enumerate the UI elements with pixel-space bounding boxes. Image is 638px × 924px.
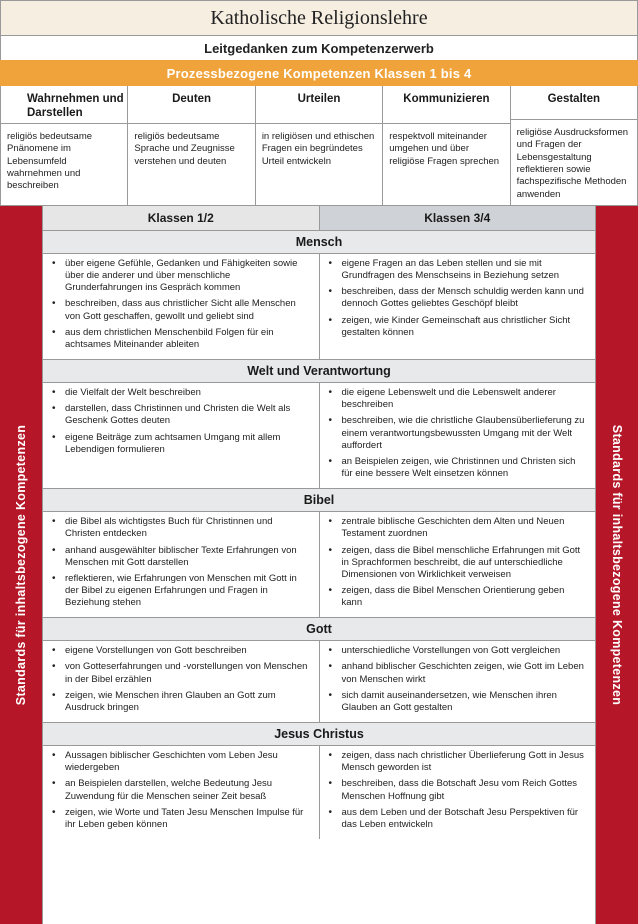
class-header-row xyxy=(43,206,595,230)
standard-item: • zeigen, dass die Bibel Menschen Orientierung geben kann xyxy=(326,585,588,609)
standard-item: • an Beispielen darstellen, welche Bedeutung Jesu Zuwendung für die Menschen seiner Zeit besaß xyxy=(49,778,311,802)
competence-heading: Wahrnehmen und Darstellen xyxy=(1,86,127,124)
column-klassen-1-2 xyxy=(43,746,320,839)
standard-item: • beschreiben, dass aus christlicher Sicht alle Menschen von Gott geschaffen, gewollt und geliebt sind xyxy=(49,298,311,322)
standards-list xyxy=(326,516,588,609)
page-title: Katholische Religionslehre xyxy=(0,0,638,36)
standard-item: • anhand ausgewählter biblischer Texte Erfahrungen von Menschen mit Gott darstellen xyxy=(49,545,311,569)
competence-column xyxy=(128,86,255,205)
standard-item: • darstellen, dass Christinnen und Christen die Welt als Geschenk Gottes deuten xyxy=(49,403,311,427)
column-klassen-3-4 xyxy=(320,512,596,617)
standard-item: • von Gotteserfahrungen und -vorstellungen von Menschen in der Bibel erzählen xyxy=(49,661,311,685)
standard-item: • aus dem Leben und der Botschaft Jesu Perspektiven für das Leben entwickeln xyxy=(326,807,588,831)
column-klassen-3-4 xyxy=(320,254,596,359)
standard-item: • zeigen, wie Kinder Gemeinschaft aus christlicher Sicht gestalten können xyxy=(326,315,588,339)
standard-item: • zeigen, dass die Bibel menschliche Erfahrungen mit Gott in Sprachformen beschreibt, die auf unterschiedliche Dimensionen von Wirklichkeit verweisen xyxy=(326,545,588,581)
competence-heading: Gestalten xyxy=(511,86,637,120)
standards-list xyxy=(326,750,588,831)
content-standards-table xyxy=(42,206,596,924)
standards-list xyxy=(326,645,588,714)
standard-item: • eigene Fragen an das Leben stellen und sie mit Grundfragen des Menschseins in Beziehung setzen xyxy=(326,258,588,282)
side-label: Standards für inhaltsbezogene Kompetenzen xyxy=(610,424,625,706)
section-title: Jesus Christus xyxy=(43,722,595,746)
competence-column xyxy=(383,86,510,205)
competence-heading: Kommunizieren xyxy=(383,86,509,124)
standard-item: • an Beispielen zeigen, wie Christinnen und Christen sich für eine bessere Welt einsetzen können xyxy=(326,456,588,480)
standard-item: • zeigen, wie Menschen ihren Glauben an Gott zum Ausdruck bringen xyxy=(49,690,311,714)
standards-list xyxy=(49,387,311,456)
standards-list xyxy=(326,387,588,480)
standard-item: • zeigen, wie Worte und Taten Jesu Menschen Impulse für ihr Leben geben können xyxy=(49,807,311,831)
process-competences-banner: Prozessbezogene Kompetenzen Klassen 1 bis 4 xyxy=(0,60,638,86)
competence-column xyxy=(256,86,383,205)
column-klassen-1-2 xyxy=(43,641,320,722)
standard-item: • anhand biblischer Geschichten zeigen, wie Gott im Leben von Menschen wirkt xyxy=(326,661,588,685)
competence-description: religiöse Ausdrucksformen und Fragen der Lebensgestaltung reflektieren sowie fachspezifische Methoden anwenden xyxy=(516,126,629,200)
competence-column xyxy=(511,86,638,205)
standards-list xyxy=(49,516,311,609)
standard-item: • eigene Beiträge zum achtsamen Umgang mit allem Lebendigen formulieren xyxy=(49,432,311,456)
sections-container xyxy=(43,230,595,839)
standard-item: • die Vielfalt der Welt beschreiben xyxy=(49,387,311,399)
section-title: Bibel xyxy=(43,488,595,512)
column-klassen-1-2 xyxy=(43,254,320,359)
column-klassen-1-2 xyxy=(43,512,320,617)
section-body xyxy=(43,641,595,722)
column-klassen-3-4 xyxy=(320,641,596,722)
section-body xyxy=(43,254,595,359)
side-band-right xyxy=(596,206,638,924)
side-label: Standards für inhaltsbezogene Kompetenzen xyxy=(14,424,29,706)
side-band-left xyxy=(0,206,42,924)
competence-description: religiös bedeutsame Sprache und Zeugnisse verstehen und deuten xyxy=(134,131,235,167)
standard-item: • Aussagen biblischer Geschichten vom Leben Jesu wiedergeben xyxy=(49,750,311,774)
section-title: Gott xyxy=(43,617,595,641)
standard-item: • eigene Vorstellungen von Gott beschreiben xyxy=(49,645,311,657)
competence-heading: Deuten xyxy=(128,86,254,124)
standard-item: • beschreiben, dass der Mensch schuldig werden kann und dennoch Gottes geliebtes Geschöpf bleibt xyxy=(326,286,588,310)
standard-item: • über eigene Gefühle, Gedanken und Fähigkeiten sowie über die anderer und über menschliche Grunderfahrungen ins Gespräch kommen xyxy=(49,258,311,294)
competence-description: respektvoll miteinander umgehen und über religiöse Fragen sprechen xyxy=(389,131,500,167)
column-klassen-3-4 xyxy=(320,383,596,488)
standard-item: • die eigene Lebenswelt und die Lebenswelt anderer beschreiben xyxy=(326,387,588,411)
column-klassen-3-4 xyxy=(320,746,596,839)
competence-description: religiös bedeutsame Pnänomene im Lebensumfeld wahrnehmen und beschreiben xyxy=(7,131,93,192)
competence-description: in religiösen und ethischen Fragen ein begründetes Urteil entwickeln xyxy=(261,131,375,167)
competence-column xyxy=(1,86,128,205)
standard-item: • die Bibel als wichtigstes Buch für Christinnen und Christen entdecken xyxy=(49,516,311,540)
class-header-1-2: Klassen 1/2 xyxy=(43,206,320,230)
standards-list xyxy=(326,258,588,339)
standard-item: • reflektieren, wie Erfahrungen von Menschen mit Gott in der Bibel zu eigenen Erfahrungen und Fragen in Beziehung stehen xyxy=(49,573,311,609)
section-body xyxy=(43,746,595,839)
standard-item: • unterschiedliche Vorstellungen von Gott vergleichen xyxy=(326,645,588,657)
standard-item: • beschreiben, dass die Botschaft Jesu vom Reich Gottes Menschen Hoffnung gibt xyxy=(326,778,588,802)
competence-heading: Urteilen xyxy=(256,86,382,124)
process-competences-table xyxy=(0,86,638,206)
class-header-3-4: Klassen 3/4 xyxy=(320,206,596,230)
standards-list xyxy=(49,645,311,714)
section-body xyxy=(43,512,595,617)
section-title: Welt und Verantwortung xyxy=(43,359,595,383)
standard-item: • zeigen, dass nach christlicher Überlieferung Gott in Jesus Mensch geworden ist xyxy=(326,750,588,774)
standard-item: • aus dem christlichen Menschenbild Folgen für ein achtsames Miteinander ableiten xyxy=(49,327,311,351)
standards-list xyxy=(49,258,311,351)
standard-item: • zentrale biblische Geschichten dem Alten und Neuen Testament zuordnen xyxy=(326,516,588,540)
standard-item: • sich damit auseinandersetzen, wie Menschen ihren Glauben an Gott gestalten xyxy=(326,690,588,714)
standard-item: • beschreiben, wie die christliche Glaubensüberlieferung zu einem verantwortungsbewussten Umgang mit der Welt auffordert xyxy=(326,415,588,451)
section-title: Mensch xyxy=(43,230,595,254)
standards-list xyxy=(49,750,311,831)
column-klassen-1-2 xyxy=(43,383,320,488)
page-subtitle: Leitgedanken zum Kompetenzerwerb xyxy=(0,36,638,60)
section-body xyxy=(43,383,595,488)
